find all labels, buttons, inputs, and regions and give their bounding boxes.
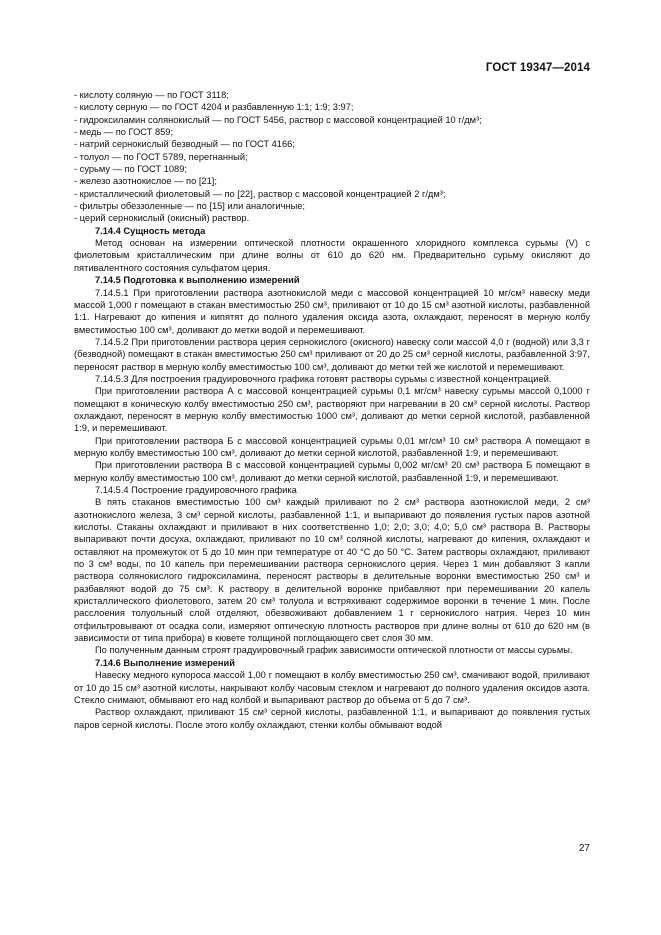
paragraph-calibration-graph: По полученным данным строят градуировочный график зависимости оптической плотности от массы сурьмы. [95,645,573,656]
paragraph-solution-a: При приготовлении раствора А с массовой концентрацией сурьмы 0,1 мг/см³ навеску сурьмы массой 0,1000 г помещают в коническую колбу вместимостью 250 см³, растворяют при нагревании в 20 см³ серной кислоты. Раствор охлаждают, переносят в мерную колбу вместимостью 1000 см³, доливают до метки серной кислотой, разбавленной 1:9, и перемешивают. [74,386,590,434]
page-body [74,89,590,731]
list-item: - фильтры обеззоленные — по [15] или аналогичные; [74,201,306,212]
paragraph-measurement-1: Навеску медного купороса массой 1,00 г помещают в колбу вместимостью 250 см³, смачивают водой, приливают от 10 до 15 см³ азотной кислоты, накрывают колбу часовым стеклом и нагревают до полного удаления оксидов азота. Стекло снимают, обмывают его над колбой и выпаривают раствор до объема от 5 до 7 см³. [74,670,590,705]
paragraph-calibration-procedure: В пять стаканов вместимостью 100 см³ каждый приливают по 2 см³ раствора азотнокислой меди, 2 см³ азотнокислого железа, 3 см³ серной кислоты, разбавленной 1:1, и выпаривают до появления густых паров азотной кислоты. Стаканы охлаждают и приливают в них соответственно 1,0; 2,0; 3,0; 4,0; 5,0 см³ раствора В. Растворы выпаривают почти досуха, охлаждают, приливают по 10 см³ соляной кислоты, нагревают до кипения, охлаждают и оставляют на промежуток от 5 до 10 мин при температуре от 40 °С до 50 °С. Затем растворы охлаждают, приливают по 3 см³ воды, по 10 капель при перемешивании раствора сернокислого церия. Через 1 мин добавляют 3 капли раствора солянокислого гидроксиламина, переносят растворы в делительные воронки вместимостью 250 см³ и разбавляют водой до 75 см³. К раствору в делительной воронке прибавляют при перемешивании 20 капель кристаллического фиолетового, затем 20 см³ толуола и встряхивают содержимое воронки в течение 1 мин. После расслоения толуольный слой отделяют, обезвоживают добавлением 1 г сернокислого натрия. Через 10 мин отфильтровывают от осадка соли, измеряют оптическую плотность растворов при длине волны от 610 до 620 нм (в зависимости от типа прибора) в кювете толщиной поглощающего свет слоя 30 мм. [74,497,590,644]
list-item: - гидроксиламин солянокислый — по ГОСТ 5456, раствор с массовой концентрацией 10 г/дм³; [74,114,482,125]
list-item: - кислоту серную — по ГОСТ 4204 и разбавленную 1:1; 1:9; 3:97; [74,102,354,113]
method-essence-paragraph: Метод основан на измерении оптической плотности окрашенного хлоридного комплекса сурьмы (V) с фиолетовым кристаллическим при длине волны от 610 до 620 нм. Предварительно сурьму окисляют до пятивалентного состояния сульфатом церия. [74,238,590,273]
list-item: - натрий сернокислый безводный — по ГОСТ 4166; [74,139,295,150]
section-heading-preparation: 7.14.5 Подготовка к выполнению измерений [95,275,300,286]
list-item: - сурьму — по ГОСТ 1089; [74,164,187,175]
list-item: - кислоту соляную — по ГОСТ 3118; [74,90,229,100]
list-item: - толуол — по ГОСТ 5789, перегнанный; [74,151,248,162]
paragraph-solution-b: При приготовлении раствора Б с массовой концентрацией сурьмы 0,01 мг/см³ 10 см³ раствора А помещают в мерную колбу вместимостью 100 см³, доливают до метки серной кислотой, разбавленной 1:9, и перемешивают. [74,435,590,458]
paragraph-antimony-solutions-intro: 7.14.5.3 Для построения градуировочного графика готовят растворы сурьмы с известной концентрацией. [95,373,552,384]
list-item: - кристаллический фиолетовый — по [22], раствор с массовой концентрацией 2 г/дм³; [74,188,446,199]
list-item: - железо азотнокислое — по [21]; [74,176,217,187]
page-number: 27 [578,843,590,854]
section-heading-measurement: 7.14.6 Выполнение измерений [95,657,235,668]
list-item: - медь — по ГОСТ 859; [74,127,174,138]
section-heading-essence: 7.14.4 Сущность метода [95,225,206,236]
subsection-title-calibration: 7.14.5.4 Построение градуировочного графика [95,485,297,495]
document-code: ГОСТ 19347—2014 [485,62,590,74]
list-item: - церий сернокислый (окисный) раствор. [74,213,250,224]
paragraph-measurement-2: Раствор охлаждают, приливают 15 см³ серной кислоты, разбавленной 1:1, и выпаривают до появления густых паров серной кислоты. После этого колбу охлаждают, стенки колбы обмывают водой [74,707,590,730]
paragraph-cerium-sulfate-solution: 7.14.5.2 При приготовлении раствора церия сернокислого (окисного) навеску соли массой 4,0 г (водной) или 3,3 г (безводной) помещают в стакан вместимостью 250 см³ приливают от 20 до 25 см³ серной кислоты, разбавленной 3:97, переносят раствор в мерную колбу вместимостью 100 см³, доливают до метки тей же кислотой и перемешивают. [74,336,590,372]
paragraph-copper-nitrate-solution: 7.14.5.1 При приготовлении раствора азотнокислой меди с массовой концентрацией 10 мг/см³ навеску меди массой 1,000 г помещают в стакан вместимостью 250 см³, приливают от 10 до 15 см³ азотной кислоты, разбавленной 1:1. Нагревают до кипения и кипятят до полного удаления оксида азота, охлаждают, переносят в мерную колбу вместимостью 100 см³, доливают до метки водой и перемешивают. [74,287,590,335]
paragraph-solution-v: При приготовлении раствора В с массовой концентрацией сурьмы 0,002 мг/см³ 20 см³ раствора Б помещают в мерную колбу вместимостью 100 см³, доливают до метки серной кислотой, разбавленной 1:9, и перемешивают. [74,460,590,483]
